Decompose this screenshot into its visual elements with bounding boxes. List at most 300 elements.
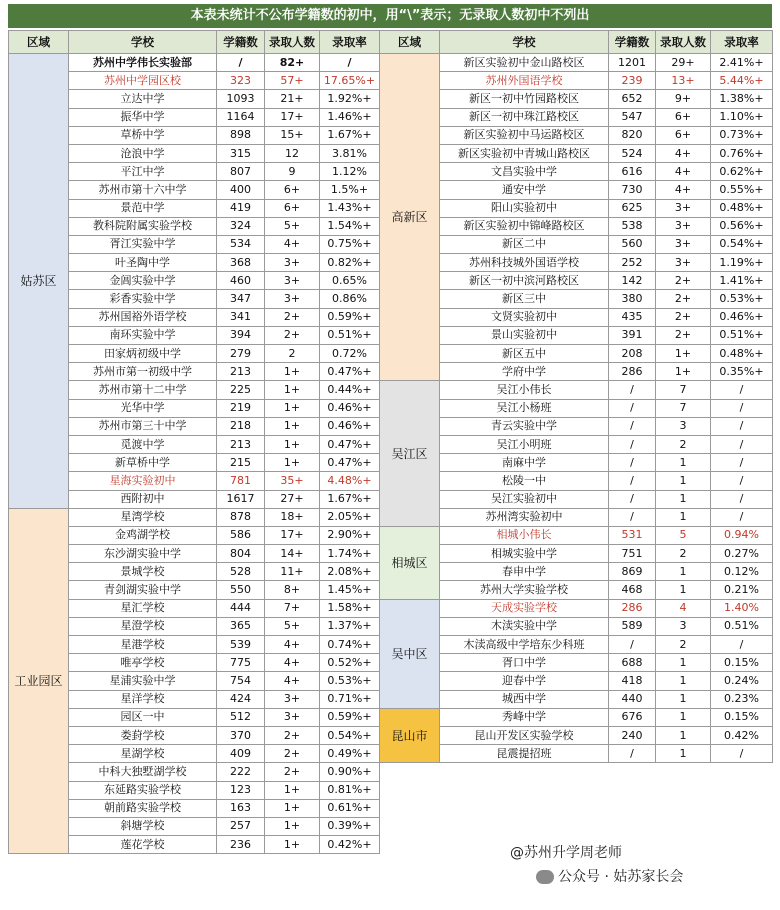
admission-rate: 0.54%+ (320, 726, 380, 744)
admission-rate: 0.42% (711, 726, 773, 744)
school-name: 星港学校 (69, 636, 217, 654)
admission-rate: 0.51% (711, 617, 773, 635)
admission-rate: 0.53%+ (711, 290, 773, 308)
enrollment-count: 380 (609, 290, 656, 308)
admission-rate: 1.19%+ (711, 254, 773, 272)
admission-rate: / (711, 490, 773, 508)
school-name: 沧浪中学 (69, 144, 217, 162)
admitted-count: 4+ (656, 144, 711, 162)
enrollment-count: 781 (217, 472, 265, 490)
enrollment-count: 163 (217, 799, 265, 817)
admitted-count: 6+ (265, 181, 320, 199)
school-name: 平江中学 (69, 163, 217, 181)
header-cell: 区域 (9, 31, 69, 54)
admission-rate: / (711, 508, 773, 526)
school-name: 木渎高级中学培东少科班 (440, 636, 609, 654)
school-name: 学府中学 (440, 363, 609, 381)
region-cell: 昆山市 (380, 708, 440, 763)
admitted-count: 7 (656, 399, 711, 417)
admission-rate: / (711, 454, 773, 472)
admission-rate: 0.56%+ (711, 217, 773, 235)
admission-rate: / (711, 381, 773, 399)
enrollment-count: / (609, 417, 656, 435)
admission-rate: 0.23% (711, 690, 773, 708)
enrollment-count: 213 (217, 435, 265, 453)
enrollment-count: 820 (609, 126, 656, 144)
admitted-count: 15+ (265, 126, 320, 144)
school-name: 娄葑学校 (69, 726, 217, 744)
enrollment-count: 323 (217, 72, 265, 90)
admission-rate: 2.41%+ (711, 54, 773, 72)
admission-rate: 1.41%+ (711, 272, 773, 290)
enrollment-count: 435 (609, 308, 656, 326)
admitted-count: 1 (656, 726, 711, 744)
school-name: 叶圣陶中学 (69, 254, 217, 272)
school-name: 星海实验初中 (69, 472, 217, 490)
region-cell: 吴中区 (380, 599, 440, 708)
admission-rate: 0.46%+ (320, 399, 380, 417)
school-name: 苏州中学园区校 (69, 72, 217, 90)
school-name: 相城小伟长 (440, 526, 609, 544)
enrollment-count: 528 (217, 563, 265, 581)
enrollment-count: / (217, 54, 265, 72)
enrollment-count: 418 (609, 672, 656, 690)
admission-rate: 0.59%+ (320, 308, 380, 326)
region-cell: 工业园区 (9, 508, 69, 854)
admission-rate: 1.12% (320, 163, 380, 181)
school-name: 教科院附属实验学校 (69, 217, 217, 235)
admitted-count: 1+ (265, 363, 320, 381)
enrollment-count: 869 (609, 563, 656, 581)
admission-rate: 0.73%+ (711, 126, 773, 144)
enrollment-count: 279 (217, 345, 265, 363)
admission-rate: / (711, 636, 773, 654)
admission-rate: 0.15% (711, 654, 773, 672)
admitted-count: 14+ (265, 545, 320, 563)
enrollment-count: / (609, 454, 656, 472)
admitted-count: 1 (656, 708, 711, 726)
admission-rate: 0.53%+ (320, 672, 380, 690)
admitted-count: 1+ (265, 799, 320, 817)
enrollment-count: / (609, 508, 656, 526)
admission-rate: / (711, 399, 773, 417)
enrollment-count: 142 (609, 272, 656, 290)
admission-rate: 1.45%+ (320, 581, 380, 599)
admission-rate: 0.51%+ (320, 326, 380, 344)
admitted-count: 3+ (656, 235, 711, 253)
school-name: 星洋学校 (69, 690, 217, 708)
enrollment-count: 589 (609, 617, 656, 635)
admitted-count: 2 (656, 545, 711, 563)
enrollment-count: 409 (217, 745, 265, 763)
school-name: 振华中学 (69, 108, 217, 126)
enrollment-count: 616 (609, 163, 656, 181)
admission-rate: 2.05%+ (320, 508, 380, 526)
admitted-count: 1 (656, 690, 711, 708)
enrollment-count: / (609, 745, 656, 763)
enrollment-count: 775 (217, 654, 265, 672)
header-cell: 学校 (440, 31, 609, 54)
enrollment-count: 440 (609, 690, 656, 708)
school-name: 苏州市第一初级中学 (69, 363, 217, 381)
enrollment-count: 219 (217, 399, 265, 417)
admitted-count: 1+ (265, 836, 320, 854)
admitted-count: 2+ (265, 326, 320, 344)
admission-rate: 0.62%+ (711, 163, 773, 181)
enrollment-count: 368 (217, 254, 265, 272)
blank-area (380, 763, 773, 854)
admitted-count: 11+ (265, 563, 320, 581)
admitted-count: 1+ (265, 817, 320, 835)
school-name: 吴江实验初中 (440, 490, 609, 508)
enrollment-count: / (609, 472, 656, 490)
header-row (9, 31, 773, 54)
school-name: 景范中学 (69, 199, 217, 217)
school-name: 新区一初中珠江路校区 (440, 108, 609, 126)
school-name: 城西中学 (440, 690, 609, 708)
enrollment-count: 444 (217, 599, 265, 617)
admission-rate: 17.65%+ (320, 72, 380, 90)
admitted-count: 4 (656, 599, 711, 617)
school-name: 斜塘学校 (69, 817, 217, 835)
enrollment-count: 1617 (217, 490, 265, 508)
school-name: 新区五中 (440, 345, 609, 363)
enrollment-count: / (609, 636, 656, 654)
admission-rate: 1.74%+ (320, 545, 380, 563)
school-name: 立达中学 (69, 90, 217, 108)
admitted-count: 1 (656, 490, 711, 508)
admitted-count: 4+ (265, 672, 320, 690)
admission-rate: 1.10%+ (711, 108, 773, 126)
enrollment-count: 347 (217, 290, 265, 308)
enrollment-count: 286 (609, 599, 656, 617)
admitted-count: 2+ (656, 326, 711, 344)
admitted-count: 2+ (265, 726, 320, 744)
admitted-count: 1+ (265, 454, 320, 472)
admitted-count: 2+ (265, 763, 320, 781)
enrollment-count: 460 (217, 272, 265, 290)
school-name: 苏州科技城外国语学校 (440, 254, 609, 272)
school-name: 通安中学 (440, 181, 609, 199)
school-name: 新区实验初中锦峰路校区 (440, 217, 609, 235)
school-name: 文昌实验中学 (440, 163, 609, 181)
admitted-count: 12 (265, 144, 320, 162)
school-name: 星湾学校 (69, 508, 217, 526)
table-row (9, 381, 773, 399)
school-name: 文贤实验初中 (440, 308, 609, 326)
school-name: 胥江实验中学 (69, 235, 217, 253)
admitted-count: 2 (656, 435, 711, 453)
school-name: 阳山实验初中 (440, 199, 609, 217)
school-name: 星汇学校 (69, 599, 217, 617)
enrollment-count: 676 (609, 708, 656, 726)
admission-rate: 0.42%+ (320, 836, 380, 854)
admission-rate: 0.48%+ (711, 199, 773, 217)
admitted-count: 3+ (265, 254, 320, 272)
school-name: 莲花学校 (69, 836, 217, 854)
admission-rate: 0.47%+ (320, 363, 380, 381)
admission-rate: 0.27% (711, 545, 773, 563)
admission-rate: 0.51%+ (711, 326, 773, 344)
admission-rate: / (711, 417, 773, 435)
table-row (9, 708, 773, 726)
header-cell: 录取率 (711, 31, 773, 54)
enrollment-count: 213 (217, 363, 265, 381)
region-cell: 高新区 (380, 54, 440, 381)
admission-rate: 0.71%+ (320, 690, 380, 708)
wechat-icon (536, 870, 554, 884)
admitted-count: 1 (656, 454, 711, 472)
admission-rate: 0.74%+ (320, 636, 380, 654)
admitted-count: 9 (265, 163, 320, 181)
enrollment-count: 751 (609, 545, 656, 563)
school-name: 胥口中学 (440, 654, 609, 672)
school-name: 星湖学校 (69, 745, 217, 763)
admitted-count: 29+ (656, 54, 711, 72)
enrollment-count: 1201 (609, 54, 656, 72)
school-name: 吴江小明班 (440, 435, 609, 453)
admission-table (8, 30, 773, 854)
admitted-count: 1 (656, 581, 711, 599)
school-name: 新区实验初中青城山路校区 (440, 144, 609, 162)
header-cell: 录取率 (320, 31, 380, 54)
enrollment-count: 240 (609, 726, 656, 744)
school-name: 新区一初中竹园路校区 (440, 90, 609, 108)
admission-rate: 0.44%+ (320, 381, 380, 399)
admission-rate: 0.82%+ (320, 254, 380, 272)
admitted-count: 1+ (265, 417, 320, 435)
admitted-count: 3+ (656, 199, 711, 217)
school-name: 昆山开发区实验学校 (440, 726, 609, 744)
school-name: 苏州国裕外语学校 (69, 308, 217, 326)
admitted-count: 17+ (265, 526, 320, 544)
enrollment-count: 1164 (217, 108, 265, 126)
admission-rate: 1.54%+ (320, 217, 380, 235)
admitted-count: 6+ (656, 108, 711, 126)
admission-rate: 0.12% (711, 563, 773, 581)
admission-rate: 0.24% (711, 672, 773, 690)
enrollment-count: 586 (217, 526, 265, 544)
school-name: 相城实验中学 (440, 545, 609, 563)
enrollment-count: 370 (217, 726, 265, 744)
school-name: 草桥中学 (69, 126, 217, 144)
school-name: 苏州中学伟长实验部 (69, 54, 217, 72)
school-name: 苏州外国语学校 (440, 72, 609, 90)
admitted-count: 1 (656, 508, 711, 526)
enrollment-count: 424 (217, 690, 265, 708)
admission-rate: 0.47%+ (320, 454, 380, 472)
admission-rate: 1.38%+ (711, 90, 773, 108)
table-row (9, 599, 773, 617)
admitted-count: 1+ (656, 345, 711, 363)
enrollment-count: 419 (217, 199, 265, 217)
admitted-count: 3+ (656, 217, 711, 235)
admission-rate: 1.92%+ (320, 90, 380, 108)
admission-rate: 1.46%+ (320, 108, 380, 126)
admission-rate: 0.59%+ (320, 708, 380, 726)
enrollment-count: 524 (609, 144, 656, 162)
admitted-count: 9+ (656, 90, 711, 108)
enrollment-count: 534 (217, 235, 265, 253)
admission-rate: 0.65% (320, 272, 380, 290)
enrollment-count: / (609, 381, 656, 399)
school-name: 苏州大学实验学校 (440, 581, 609, 599)
admission-rate: 0.46%+ (320, 417, 380, 435)
admission-rate: 1.5%+ (320, 181, 380, 199)
school-name: 新区实验初中金山路校区 (440, 54, 609, 72)
school-name: 松陵一中 (440, 472, 609, 490)
admitted-count: 35+ (265, 472, 320, 490)
enrollment-count: 225 (217, 381, 265, 399)
watermark-account (536, 866, 683, 886)
admission-rate: 1.67%+ (320, 490, 380, 508)
enrollment-count: 222 (217, 763, 265, 781)
region-cell: 吴江区 (380, 381, 440, 527)
school-name: 苏州市第十六中学 (69, 181, 217, 199)
enrollment-count: 239 (609, 72, 656, 90)
admitted-count: 3+ (265, 690, 320, 708)
admission-rate: 0.46%+ (711, 308, 773, 326)
school-name: 苏州市第三十中学 (69, 417, 217, 435)
school-name: 木渎实验中学 (440, 617, 609, 635)
school-name: 春申中学 (440, 563, 609, 581)
admission-rate: 3.81% (320, 144, 380, 162)
admitted-count: 2 (265, 345, 320, 363)
school-name: 觅渡中学 (69, 435, 217, 453)
enrollment-count: 550 (217, 581, 265, 599)
enrollment-count: 531 (609, 526, 656, 544)
admission-rate: 0.72% (320, 345, 380, 363)
school-name: 金阊实验中学 (69, 272, 217, 290)
school-name: 青云实验中学 (440, 417, 609, 435)
admitted-count: 3+ (265, 290, 320, 308)
admitted-count: 17+ (265, 108, 320, 126)
admitted-count: 2+ (656, 308, 711, 326)
school-name: 迎春中学 (440, 672, 609, 690)
enrollment-count: 123 (217, 781, 265, 799)
enrollment-count: 625 (609, 199, 656, 217)
school-name: 东沙湖实验中学 (69, 545, 217, 563)
header-cell: 录取人数 (656, 31, 711, 54)
admitted-count: 21+ (265, 90, 320, 108)
region-cell: 姑苏区 (9, 54, 69, 509)
admitted-count: 1+ (265, 381, 320, 399)
admission-rate: 0.81%+ (320, 781, 380, 799)
admission-rate: 5.44%+ (711, 72, 773, 90)
admitted-count: 7+ (265, 599, 320, 617)
enrollment-count: 804 (217, 545, 265, 563)
header-cell: 学校 (69, 31, 217, 54)
admission-rate: 0.35%+ (711, 363, 773, 381)
admission-rate: / (711, 472, 773, 490)
admitted-count: 1+ (265, 399, 320, 417)
admitted-count: 1+ (656, 363, 711, 381)
enrollment-count: 547 (609, 108, 656, 126)
enrollment-count: 878 (217, 508, 265, 526)
enrollment-count: / (609, 490, 656, 508)
region-cell: 相城区 (380, 526, 440, 599)
school-name: 唯亭学校 (69, 654, 217, 672)
admitted-count: 1 (656, 672, 711, 690)
admitted-count: 5+ (265, 617, 320, 635)
admission-rate: / (320, 54, 380, 72)
school-name: 吴江小杨班 (440, 399, 609, 417)
school-name: 新草桥中学 (69, 454, 217, 472)
enrollment-count: 257 (217, 817, 265, 835)
table-row (9, 763, 773, 781)
admitted-count: 2+ (265, 745, 320, 763)
admission-rate: 0.54%+ (711, 235, 773, 253)
admission-rate: 0.39%+ (320, 817, 380, 835)
admitted-count: 3 (656, 617, 711, 635)
enrollment-count: 807 (217, 163, 265, 181)
admitted-count: 6+ (265, 199, 320, 217)
admission-rate: 0.48%+ (711, 345, 773, 363)
school-name: 彩香实验中学 (69, 290, 217, 308)
admitted-count: 1+ (265, 781, 320, 799)
admitted-count: 1 (656, 745, 711, 763)
admitted-count: 1 (656, 654, 711, 672)
admission-rate: 0.49%+ (320, 745, 380, 763)
admitted-count: 27+ (265, 490, 320, 508)
table-row (9, 54, 773, 72)
admission-rate: 0.75%+ (320, 235, 380, 253)
admission-rate: 0.90%+ (320, 763, 380, 781)
admitted-count: 4+ (265, 636, 320, 654)
header-cell: 区域 (380, 31, 440, 54)
admitted-count: 2+ (656, 290, 711, 308)
enrollment-count: 400 (217, 181, 265, 199)
enrollment-count: 394 (217, 326, 265, 344)
school-name: 新区实验初中马运路校区 (440, 126, 609, 144)
school-name: 景山实验初中 (440, 326, 609, 344)
admission-rate: 0.21% (711, 581, 773, 599)
admitted-count: 4+ (265, 235, 320, 253)
header-cell: 学籍数 (609, 31, 656, 54)
admitted-count: 1 (656, 472, 711, 490)
admission-rate: / (711, 745, 773, 763)
enrollment-count: 315 (217, 144, 265, 162)
admission-rate: 0.61%+ (320, 799, 380, 817)
school-name: 星浦实验中学 (69, 672, 217, 690)
enrollment-count: 208 (609, 345, 656, 363)
admitted-count: 5+ (265, 217, 320, 235)
school-name: 秀峰中学 (440, 708, 609, 726)
admitted-count: 2+ (656, 272, 711, 290)
admitted-count: 3 (656, 417, 711, 435)
school-name: 天成实验学校 (440, 599, 609, 617)
enrollment-count: / (609, 435, 656, 453)
enrollment-count: 286 (609, 363, 656, 381)
admission-rate: 1.40% (711, 599, 773, 617)
school-name: 新区三中 (440, 290, 609, 308)
admission-rate: / (711, 435, 773, 453)
school-name: 田家炳初级中学 (69, 345, 217, 363)
admitted-count: 13+ (656, 72, 711, 90)
admission-rate: 0.86% (320, 290, 380, 308)
enrollment-count: 652 (609, 90, 656, 108)
admission-rate: 1.67%+ (320, 126, 380, 144)
school-name: 新区一初中滨河路校区 (440, 272, 609, 290)
school-name: 朝前路实验学校 (69, 799, 217, 817)
admitted-count: 8+ (265, 581, 320, 599)
admitted-count: 2 (656, 636, 711, 654)
enrollment-count: 1093 (217, 90, 265, 108)
enrollment-count: 468 (609, 581, 656, 599)
table-row (9, 526, 773, 544)
admission-rate: 0.94% (711, 526, 773, 544)
school-name: 苏州湾实验初中 (440, 508, 609, 526)
